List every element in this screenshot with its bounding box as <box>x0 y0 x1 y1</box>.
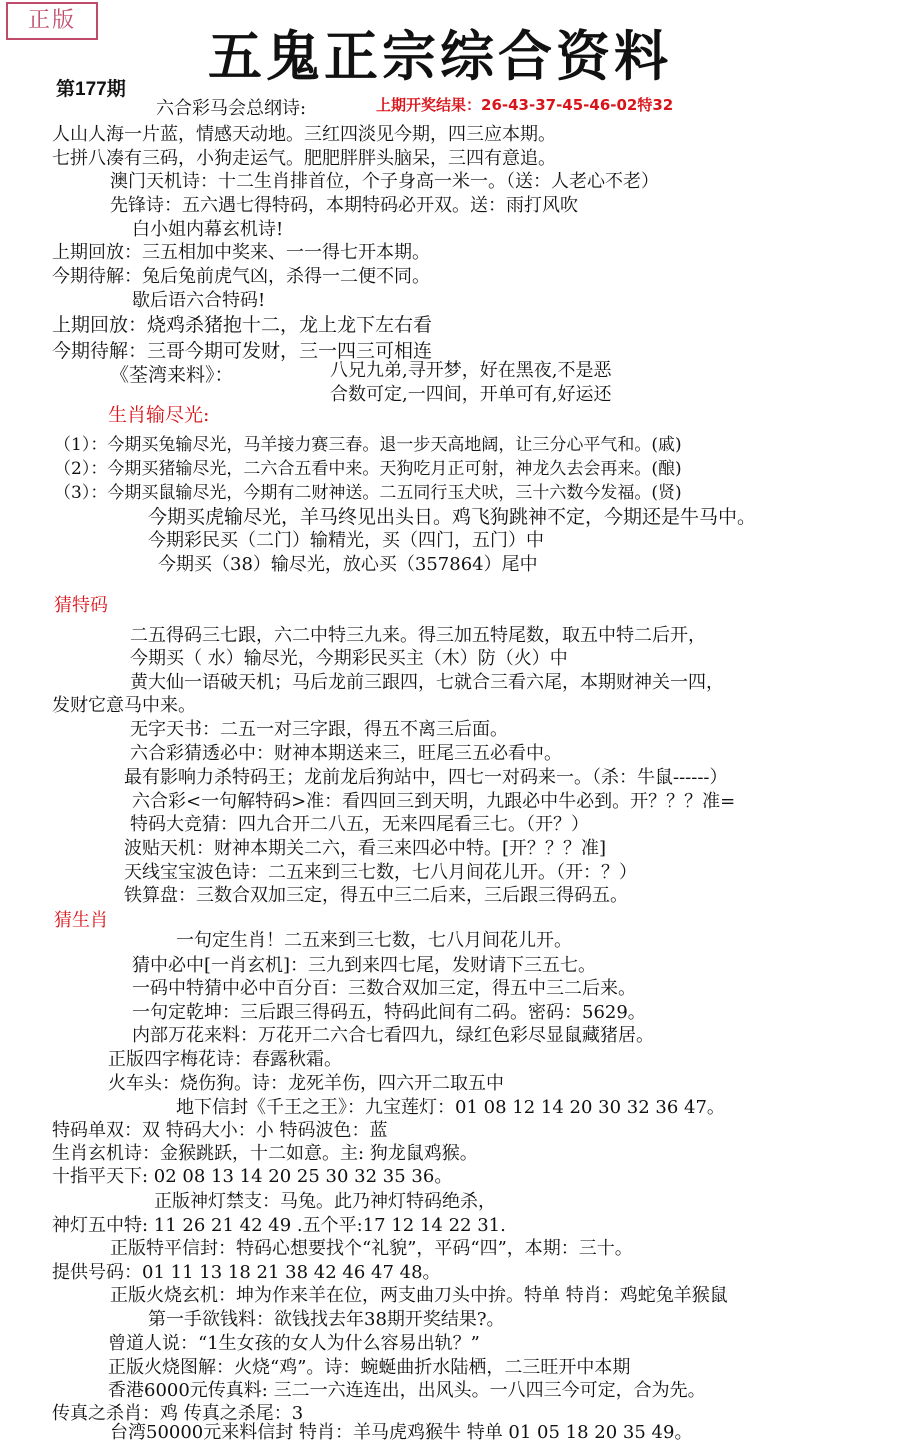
text-line: 十指平天下: 02 08 13 14 20 25 30 32 35 36。 <box>52 1166 453 1187</box>
issue-number: 第177期 <box>56 79 126 100</box>
text-line: 一句定生肖！二五来到三七数，七八月间花儿开。 <box>176 930 572 951</box>
text-line: 猜中必中[一肖玄机]：三九到来四七尾，发财请下三五七。 <box>132 955 597 976</box>
text-line: 合数可定,一四间，开单可有,好运还 <box>330 384 612 405</box>
text-line: 正版特平信封：特码心想要找个“礼貌”，平码“四”，本期：三十。 <box>110 1238 633 1259</box>
section-heading: 猜特码 <box>54 595 108 616</box>
text-line: 八兄九弟,寻开梦，好在黑夜,不是恶 <box>330 360 612 381</box>
text-line: 台湾50000元来料信封 特肖：羊马虎鸡猴牛 特单 01 05 18 20 35 49。 <box>110 1422 693 1443</box>
text-line: 曾道人说：“1生女孩的女人为什么容易出轨？” <box>108 1333 480 1354</box>
text-line: 火车头：烧伤狗。诗：龙死羊伤，四六开二取五中 <box>108 1073 504 1094</box>
text-line: 香港6000元传真料: 三二一六连连出，出风头。一八四三今可定，合为先。 <box>108 1380 706 1401</box>
text-line: 上期回放：三五相加中奖来、一一得七开本期。 <box>52 242 430 263</box>
text-line: 特码单双：双 特码大小：小 特码波色：蓝 <box>52 1120 388 1141</box>
text-line: 发财它意马中来。 <box>52 695 196 716</box>
text-line: 提供号码：01 11 13 18 21 38 42 46 47 48。 <box>52 1262 441 1283</box>
text-line: 今期买虎输尽光，羊马终见出头日。鸡飞狗跳神不定，今期还是牛马中。 <box>148 506 757 528</box>
section-heading: 生肖输尽光: <box>108 404 210 426</box>
text-line: 六合彩<一句解特码>准：看四回三到天明，九跟必中牛必到。开？？？准= <box>132 791 736 812</box>
last-draw-result: 上期开奖结果：26-43-37-45-46-02特32 <box>376 96 674 114</box>
text-line: 第一手欲钱料：欲钱找去年38期开奖结果?。 <box>148 1309 505 1330</box>
genuine-stamp: 正版 <box>6 2 98 40</box>
text-line: 澳门天机诗：十二生肖排首位，个子身高一米一。（送：人老心不老） <box>110 171 659 192</box>
text-line: 正版火烧玄机：坤为作来羊在位，两支曲刀头中拚。特单 特肖：鸡蛇兔羊猴鼠 <box>110 1285 728 1306</box>
text-line: 七拼八凑有三码，小狗走运气。肥肥胖胖头脑呆，三四有意追。 <box>52 148 556 169</box>
text-line: 生肖玄机诗：金猴跳跃，十二如意。主: 狗龙鼠鸡猴。 <box>52 1143 478 1164</box>
text-line: 一句定乾坤：三后跟三得码五，特码此间有二码。密码：5629。 <box>132 1002 646 1023</box>
text-line: 最有影响力杀特码王；龙前龙后狗站中，四七一对码来一。（杀：牛鼠------） <box>124 767 728 788</box>
text-line: 天线宝宝波色诗：二五来到三七数，七八月间花儿开。（开：？） <box>124 862 637 883</box>
text-line: 地下信封《千王之王》：九宝莲灯：01 08 12 14 20 30 32 36 47。 <box>176 1097 725 1118</box>
text-line: （2）：今期买猪输尽光，二六合五看中来。天狗吃月正可射，神龙久去会再来。(酿) <box>54 459 682 479</box>
page-title: 五鬼正宗综合资料 <box>208 24 672 88</box>
text-line: 上期回放：烧鸡杀猪抱十二，龙上龙下左右看 <box>52 314 433 336</box>
section-heading: 猜生肖 <box>54 910 108 931</box>
text-line: 黄大仙一语破天机；马后龙前三跟四，七就合三看六尾，本期财神关一四， <box>130 672 724 693</box>
text-line: 二五得码三七跟，六二中特三九来。得三加五特尾数，取五中特二后开， <box>130 625 706 646</box>
text-line: （3）：今期买鼠输尽光，今期有二财神送。二五同行玉犬吠，三十六数今发福。(贤) <box>54 483 682 503</box>
text-line: 正版火烧图解：火烧“鸡”。诗：蜿蜒曲折水陆栖，二三旺开中本期 <box>108 1357 631 1378</box>
text-line: 先锋诗：五六遇七得特码，本期特码必开双。送：雨打风吹 <box>110 195 578 216</box>
text-line: 神灯五中特: 11 26 21 42 49 .五个平:17 12 14 22 31. <box>52 1215 506 1236</box>
text-line: 一码中特猜中必中百分百：三数合双加三定，得五中三二后来。 <box>132 978 636 999</box>
text-line: 特码大竞猜：四九合开二八五，无来四尾看三七。（开？） <box>130 814 589 835</box>
text-line: 正版四字梅花诗：春露秋霜。 <box>108 1049 342 1070</box>
text-line: 波贴天机：财神本期关二六，看三来四必中特。[开？？？准] <box>124 838 607 859</box>
text-line: 《荃湾来料》： <box>110 364 234 386</box>
text-line: 白小姐内幕玄机诗! <box>132 219 284 240</box>
text-line: 传真之杀肖：鸡 传真之杀尾：3 <box>52 1403 304 1424</box>
text-line: 今期彩民买（二门）输精光，买（四门，五门）中 <box>148 530 544 551</box>
text-line: 六合彩马会总纲诗: <box>156 98 307 119</box>
text-line: 今期买（ 水）输尽光，今期彩民买主（木）防（火）中 <box>130 648 568 669</box>
text-line: 铁算盘：三数合双加三定，得五中三二后来，三后跟三得码五。 <box>124 885 628 906</box>
text-line: 内部万花来料：万花开二六合七看四九，绿红色彩尽显鼠藏猪居。 <box>132 1025 654 1046</box>
text-line: 正版神灯禁支：马兔。此乃神灯特码绝杀， <box>154 1191 496 1212</box>
text-line: 今期待解：兔后兔前虎气凶，杀得一二便不同。 <box>52 266 430 287</box>
text-line: 歇后语六合特码! <box>132 290 266 311</box>
text-line: 无字天书：二五一对三字跟，得五不离三后面。 <box>130 719 508 740</box>
text-line: 人山人海一片蓝，情感天动地。三红四淡见今期，四三应本期。 <box>52 124 556 145</box>
text-line: 今期买（38）输尽光，放心买（357864）尾中 <box>158 554 538 575</box>
text-line: （1）：今期买兔输尽光，马羊接力赛三春。退一步天高地阔，让三分心平气和。(戚) <box>54 435 682 455</box>
text-line: 今期待解：三哥今期可发财，三一四三可相连 <box>52 340 433 362</box>
text-line: 六合彩猜透必中：财神本期送来三，旺尾三五必看中。 <box>130 743 562 764</box>
